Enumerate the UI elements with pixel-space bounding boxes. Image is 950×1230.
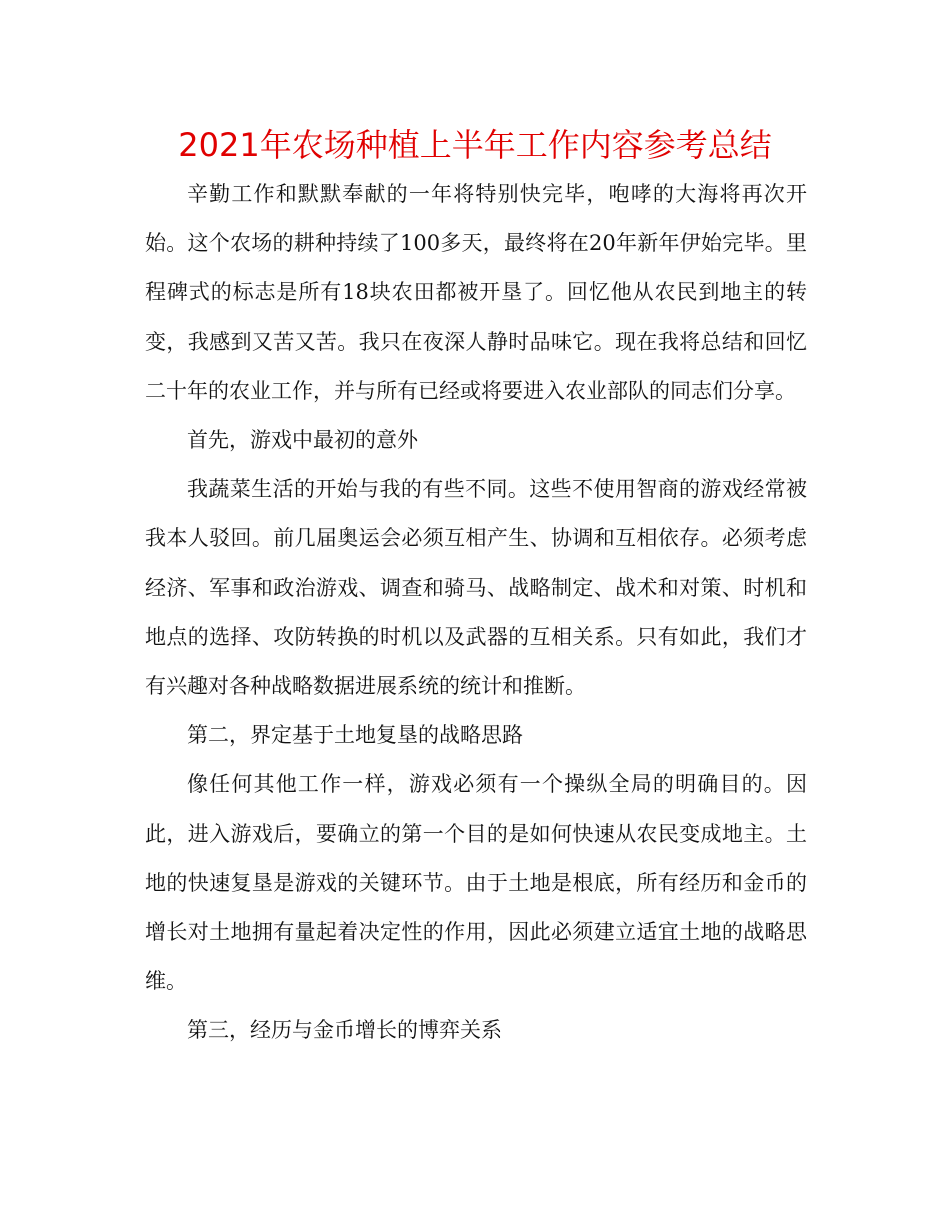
section-heading-1: 首先，游戏中最初的意外	[187, 428, 418, 453]
document-body	[145, 170, 807, 1056]
paragraph-intro: 辛勤工作和默默奉献的一年将特别快完毕，咆哮的大海将再次开始。这个农场的耕种持续了100多天，最终将在20年新年伊始完毕。里程碑式的标志是所有18块农田都被开垦了。回忆他从农民到地主的转变，我感到又苦又苦。我只在夜深人静时品味它。现在我将总结和回忆二十年的农业工作，并与所有已经或将要进入农业部队的同志们分享。	[145, 182, 807, 403]
document-title: 2021年农场种植上半年工作内容参考总结	[178, 126, 772, 164]
paragraph-section-2: 像任何其他工作一样，游戏必须有一个操纵全局的明确目的。因此，进入游戏后，要确立的第一个目的是如何快速从农民变成地主。土地的快速复垦是游戏的关键环节。由于土地是根底，所有经历和金币的增长对土地拥有量起着决定性的作用，因此必须建立适宜土地的战略思维。	[145, 772, 807, 994]
paragraph-section-1: 我蔬菜生活的开始与我的有些不同。这些不使用智商的游戏经常被我本人驳回。前几届奥运会必须互相产生、协调和互相依存。必须考虑经济、军事和政治游戏、调查和骑马、战略制定、战术和对策、时机和地点的选择、攻防转换的时机以及武器的互相关系。只有如此，我们才有兴趣对各种战略数据进展系统的统计和推断。	[145, 477, 807, 699]
section-heading-2: 第二，界定基于土地复垦的战略思路	[187, 723, 523, 748]
section-heading-3: 第三，经历与金币增长的博弈关系	[187, 1018, 502, 1043]
